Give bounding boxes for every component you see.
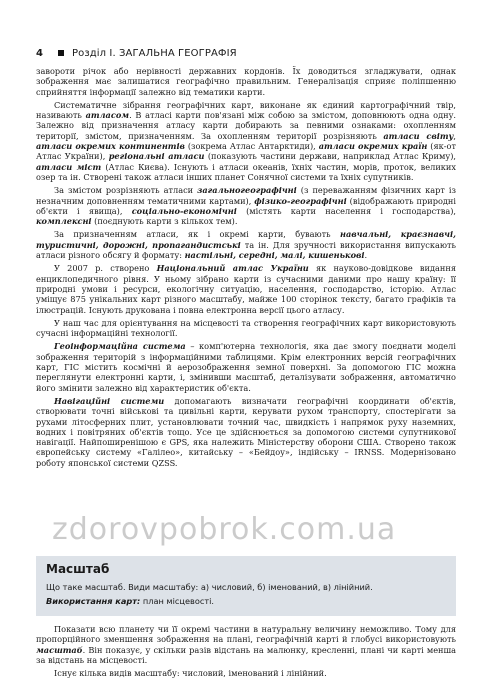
text-run: Існує кілька видів масштабу: числовий, іменований і лінійний. [54, 668, 327, 679]
topic-usage [46, 596, 446, 606]
text-run: . Він показує, у скільки разів відстань на малюнку, кресленні, плані чи карті менша за відстань на місцевості. [36, 644, 456, 665]
scale-section-text [36, 624, 456, 678]
topic-title: Масштаб [46, 562, 110, 576]
term: загальногеографічні [197, 185, 297, 196]
term: настільні, середні, малі, кишенькові [184, 250, 365, 261]
text-run: . [364, 250, 368, 261]
term: регіональні атласи [108, 151, 205, 162]
text-run: Систематичне зібрання географічних карт, виконане як єдиний картографічний твір, називають [36, 99, 456, 121]
text-run: (зокрема Атлас Антарктиди), [184, 141, 319, 152]
topic-question: Що таке масштаб. Види масштабу: а) числовий, б) іменований, в) лінійний. [46, 582, 373, 592]
term: Навігаційні системи [54, 395, 165, 406]
paragraph [36, 185, 456, 226]
paragraph [36, 668, 456, 678]
paragraph [36, 263, 456, 314]
text-run: (Атлас Києва). Існують і атласи океанів, їхніх частин, морів, проток, великих озер та ін. Створені також атласи інших планет Сонячної системи та їхніх супутників. [36, 161, 456, 182]
text-run: . В атласі карти пов'язані між собою за змістом, доповнюють одна одну. Залежно від призначення атласу карти добирають за певними ознаками: охопленням території, змістом, призначенням. За охопленням території розрізняють [36, 110, 456, 141]
text-run: За змістом розрізняють атласи [54, 185, 198, 196]
term: атласи окремих країн [318, 141, 428, 152]
paragraph [36, 341, 456, 392]
section-title: Розділ І. ЗАГАЛЬНА ГЕОГРАФІЯ [72, 47, 237, 59]
usage-value: план місцевості. [140, 596, 214, 606]
term: масштаб [36, 644, 83, 655]
paragraph [36, 624, 456, 665]
text-run: У наш час для орієнтування на місцевості та створення географічних карт використовують сучасні інформаційні технології. [36, 317, 456, 339]
page-number: 4 [36, 47, 43, 59]
term: соціально-економічні [131, 205, 237, 216]
term: навчальні, краєзнавчі, туристичні, дорожні, пропагандистські [36, 229, 457, 250]
term: атласом [85, 110, 130, 121]
usage-label: Використання карт: [46, 596, 141, 606]
text-run: допомагають визначати географічні координати об'єктів, створювати точні військові та цивільні карти, керувати рухом транспорту, спостерігати за рухами літосферних плит, установлювати точний час, швидкість і напрямок руху наземних, водних і повітряних об'єктів тощо. Усе це здійснюється за допомогою системи супутникової навігації. Найпоширенішою є GPS, яка належить Міністерству оборони США. Створено також європейську систему «Галілео», китайську – «Бейдоу», індійську – IRNSS. Модернізовано роботу японської системи QZSS. [36, 395, 457, 468]
term: атласи світу [383, 130, 454, 141]
text-run: Показати всю планету чи її окремі частини в натуральну величину неможливо. Тому для пропорційного зменшення зображення на плані, географічній карті й глобусі використовують [36, 624, 456, 645]
scale-topic-box [36, 556, 456, 616]
text-run: (як-от Атлас України), [36, 141, 456, 162]
text-run: (поєднують карти з кількох тем). [91, 216, 238, 227]
text-run: , [453, 130, 456, 141]
square-bullet-icon [58, 50, 64, 56]
paragraph [36, 396, 456, 468]
term: Національний атлас України [156, 263, 309, 274]
main-text [36, 66, 456, 468]
text-run: (містять карти населення і господарства), [236, 205, 456, 216]
term: атласи окремих континентів [36, 141, 185, 152]
paragraph [36, 318, 456, 339]
term: Геоінформаційна система [54, 341, 186, 352]
page-header [36, 46, 456, 60]
paragraph [36, 100, 456, 182]
term: атласи міст [36, 161, 102, 172]
text-run: (показують частини держави, наприклад Атлас Криму), [204, 151, 456, 162]
term: комплексні [36, 216, 92, 227]
text-run: завороти річок або нерівності державних кордонів. Їх доводиться згладжувати, однак зображення має залишатися географічно правильним. Генералізація сприяє поліпшенню сприйняття інформації залежно від тематики карти. [36, 66, 456, 97]
text-run: (з переважанням фізичних карт із незначним доповненням тематичними картами), [36, 185, 456, 206]
text-run: та ін. Для зручності використання випускають атласи різного обсягу й формату: [36, 239, 457, 261]
text-run: У 2007 р. створено [54, 263, 157, 274]
text-run: За призначенням атласи, як і окремі карти, бувають [54, 229, 340, 240]
text-run: – комп'ютерна технологія, яка дає змогу поєднати моделі зображення територій з інформаційними таблицями. Крім електронних версій географічних карт, ГІС містить космічні й аерозображення земної поверхні. За допомогою ГІС можна переглянути електронні карти, і, змінивши масштаб, деталізувати зображення, автоматично його змінити залежно від характеристик об'єкта. [36, 341, 456, 393]
watermark: zdorovpobrok.com.ua [52, 512, 397, 547]
text-run: як науково-довідкове видання енциклопедичного рівня. У ньому зібрано карти із сучасними даними про нашу країну: її природні умови і ресурси, екологічну ситуацію, населення, господарство, історію. Атлас уміщує 875 унікальних карт різного масштабу, майже 100 сторінок тексту, багато графіків та ілюстрацій. Існують друкована і повна електронна версії цього атласу. [36, 263, 456, 315]
term: фізико-географічні [254, 195, 347, 206]
paragraph [36, 66, 456, 97]
text-run: (відображають природні об'єкти і явища), [36, 195, 457, 216]
paragraph [36, 229, 456, 260]
